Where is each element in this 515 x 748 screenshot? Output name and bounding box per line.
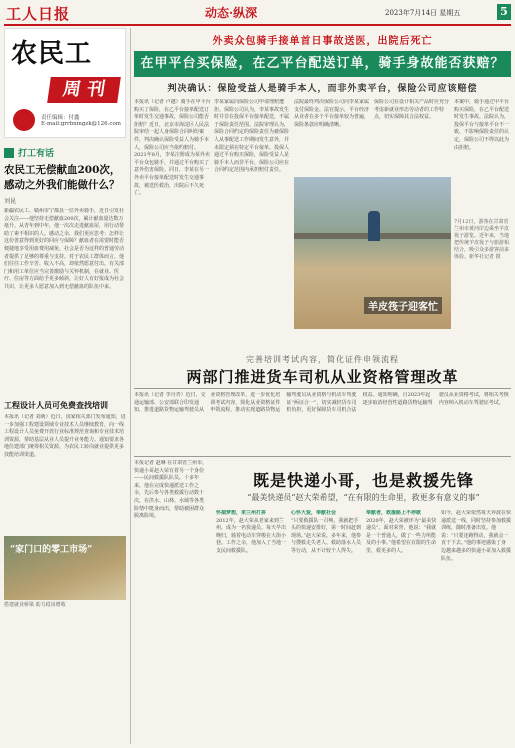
masthead-rule (4, 24, 511, 26)
column-body: 新疆农民工、赣州市宁都县一位外卖骑手，近日引发社会关注——他坚持无偿献血200次，累计献血量达数万毫升。从青年到中年，他一次次走进献血屋，用行动帮助了素不相识的人。感动之余，我们更应思考：怎样让这份善意得到更好的回应与保障？献血者在需要时能否便捷地享受用血费用减免，社会是否为这样的普通劳动者提供了足够的尊重与支持。对于农民工群体而言，他们往往工作辛苦、收入不高，却依然愿意付出。有关部门和用工单位应当完善激励与关怀机制，在就业、医疗、住房等方面给予更多倾斜，让好人有好报成为社会共识，让更多人愿意加入到无偿献血的队伍中来。 (4, 208, 125, 290)
editor-avatar-icon (13, 109, 35, 131)
story3-subhead-1: 怀揣梦想，来兰州打拼 (216, 510, 267, 516)
story3-col-1-text: 2012年，赵大荣从老家来到兰州，成为一名快递员。每天早出晚归，骑着电动车穿梭在大街小巷。工作之余，他加入了当地一支民间救援队。 (216, 517, 287, 554)
column-tag-label: 打工有话 (18, 149, 55, 159)
masthead (0, 0, 515, 26)
story3-subhead-3: 奉献者，救援路上不停歇 (366, 510, 422, 516)
story3-rule (134, 456, 511, 457)
lead-col-4: 保险公司在设计相关产品时应充分考虑新就业形态劳动者的工作特点，切实保障其合法权益。 (374, 99, 450, 121)
story2-rule (134, 388, 511, 389)
story3-col-3 (366, 510, 438, 744)
lower-left-headline: 工程设计人员可免费查找培训 (4, 400, 108, 410)
story3-headline: 既是快递小哥，也是救援先锋 (252, 471, 474, 490)
main-content (134, 28, 511, 744)
issue-date: 2023年7月14日 星期五 (385, 9, 461, 17)
left-rail (4, 28, 126, 744)
lead-col-5: 本案中，骑手通过甲平台购买保险，在乙平台配送时发生事故。法院认为，投保平台与接单平台不一致，不影响保险责任的认定，保险公司不得以此为由拒赔。 (454, 99, 510, 151)
story3-col-4: 如今，赵大荣依然每天奔波在快递派送一线，同时坚持参加救援训练，随时准备出发。他说：“只要还跑得动，我就会一直干下去。”他的事迹感染了身边越来越多的快递小哥加入救援队伍。 (441, 510, 511, 562)
lower-left-body: 本报讯（记者 刘萌）近日，国家相关部门发布通知，进一步加强工程建设领域专业技术人员继续教育，向一线工程设计人员免费开放行业标准规范查询和专业技术培训资源，帮助基层从业人员提升业务能力。通知要求各地住建部门统筹相关资源，为农民工转岗就业提供更多技能培训渠道。 (4, 414, 126, 458)
lead-col-1: 本报讯（记者 卢越）骑手在甲平台购买了保险，在乙平台接单配送订单时发生交通事故，保险公司能否拒赔？近日，北京市海淀区人民法院审结一起人身保险合同纠纷案件，判决确认保险受益人为骑手本人，保险公司应当依约赔付。2021年8月，李某注册成为某外卖平台众包骑手，并通过平台购买了意外伤害保险。同日，李某在另一外卖平台接单配送时发生交通事故，被送医救治，出院后不久死亡。 (134, 99, 211, 197)
lead-headline: 在甲平台买保险，在乙平台配送订单，骑手身故能否获赔？ (134, 51, 511, 77)
brand-title: 农民工 (11, 39, 93, 69)
story3-deck: “最美快递员”赵大荣希望，“在有限的生命里，救更多有意义的事” (247, 493, 480, 502)
story2-body: 本报讯（记者 李丹青）近日，交通运输部、公安部联合印发通知，推进道路货物运输驾驶员从业资格管理改革，进一步优化培训考试内容，简化从业资格证件申领流程，推动实现道路货物运输驾驶员从业资格与机动车驾驶证“两证合一”，切实减轻货车司机负担，更好保障货车司机合法权益。通知明确，自2023年起逐步取消经营性道路货物运输驾驶员从业资格考试，将相关考核内容纳入机动车驾驶证考试。 (134, 392, 509, 414)
column-author: 刘昆 (4, 198, 17, 205)
column-tag (4, 146, 126, 159)
story3-col-2-text: “只要救援队一召唤，我就把手头的快递安排好，第一时间赶到现场。”赵大荣说。多年来，他参与搜救走失老人、救助落水人员等行动，从不计较个人得失。 (291, 517, 362, 554)
news-photo (294, 177, 451, 329)
story3-col-3-text: 2020年，赵大荣被评为“最美快递员”。面对荣誉，他说：“我就是一个普通人，做了一些力所能及的小事。”他希望在有限的生命里，救更多的人。 (366, 517, 437, 554)
photo-subtitle: 7月12日，游客在甘肃省兰州市黄河岸边乘坐羊皮筏子游览。近年来，当地把传统羊皮筏子与旅游相结合，吸引众多游客前来体验。新华社记者 摄 (454, 219, 510, 260)
small-photo (4, 536, 126, 600)
story2-headline: 两部门推进货车司机从业资格管理改革 (186, 368, 459, 386)
page-number: 5 (497, 4, 511, 20)
story3 (134, 460, 511, 744)
column-divider (130, 28, 131, 744)
brand-editor: 责任编辑：付鑫 (41, 115, 80, 121)
lead-col-3: 法院最终判决保险公司向李某家属支付保险金。法官提示，平台经济从业者在多个平台接单较为普遍，保险条款应明确清晰。 (294, 99, 370, 128)
newspaper-logo: 工人日报 (6, 5, 71, 23)
photo-caption: 羊皮筏子迎客忙 (364, 297, 442, 314)
photo-person (368, 211, 380, 241)
small-photo-subtitle: 搭建就业桥梁 助力稳岗增收 (4, 602, 66, 608)
section-title: 动态·纵深 (205, 6, 258, 20)
small-photo-caption: “家门口的零工市场” (10, 545, 93, 555)
lead-kicker: 外卖众包骑手接单首日事故送医，出院后死亡 (212, 36, 433, 47)
lead-col-2: 李某家属向保险公司申请理赔遭拒。保险公司认为，李某事故发生时并非在投保平台接单配送，不属于保险责任范围。法院审理认为，保险合同约定的保险责任为被保险人从事配送工作期间发生意外，并未限定须在特定平台接单。投保人通过平台购买保险，保险受益人是骑手本人而非平台，保险公司应在合同约定范围内承担赔付责任。 (214, 99, 290, 174)
lead-deck: 判决确认：保险受益人是骑手本人，而非外卖平台，保险公司应该赔偿 (167, 84, 478, 94)
brand-weekly-badge: 周 刊 (47, 77, 121, 103)
story3-col-1 (216, 510, 288, 744)
column-tag-icon (4, 148, 14, 158)
lead-story (134, 99, 511, 371)
story3-col-2 (291, 510, 363, 744)
story2-deck: 完善培训考试内容，简化证件申领流程 (246, 355, 399, 364)
story3-subhead-2: 心怀大爱，奉献社会 (291, 510, 337, 516)
column-brand (4, 28, 126, 138)
story2-body-wrap (134, 392, 511, 452)
brand-email: E-mail:grrbnmgzk@126.com (41, 121, 122, 127)
story3-intro: 本报记者 赵琳 在甘肃省兰州市，快递小哥赵大荣有着另一个身份——民间救援队队员。十多年来，他在完成快递派送工作之余，先后参与各类救援行动数十次，在洪水、山林、水域等各类险情中挺身而出，帮助被困群众脱离险境。 (134, 460, 208, 520)
column-headline: 农民工无偿献血200次，感动之外我们能做什么？ (4, 164, 121, 191)
